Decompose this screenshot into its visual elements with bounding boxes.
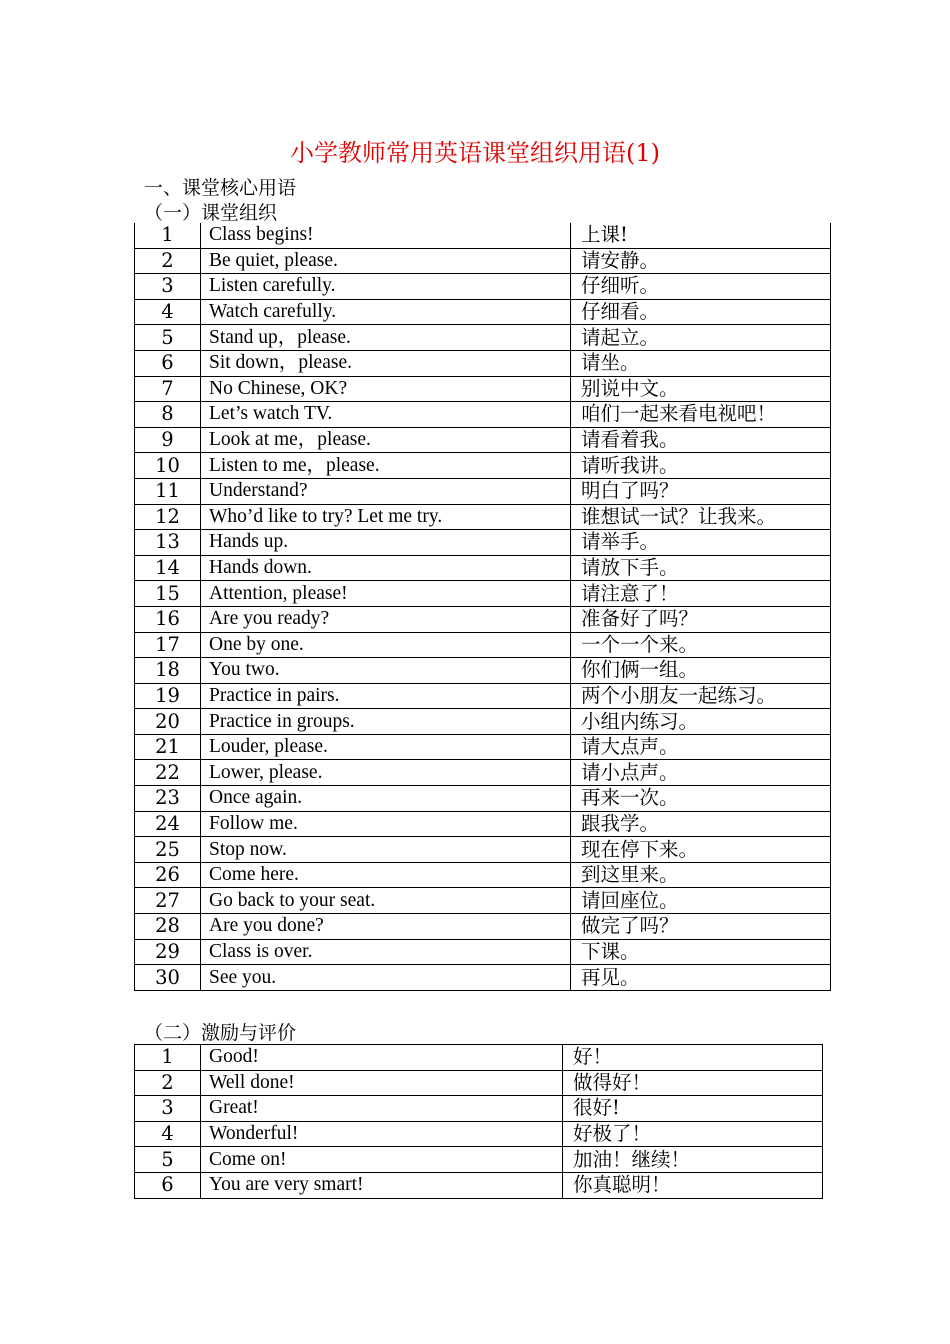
chinese-translation: 请安静。 — [571, 248, 831, 274]
row-number: 22 — [135, 760, 201, 786]
chinese-translation: 请小点声。 — [571, 760, 831, 786]
english-phrase: Who’d like to try? Let me try. — [201, 504, 571, 530]
table-row — [135, 402, 831, 428]
row-number: 19 — [135, 683, 201, 709]
english-phrase: Come here. — [201, 862, 571, 888]
row-number: 3 — [135, 274, 201, 300]
table-row — [135, 299, 831, 325]
table-row — [135, 939, 831, 965]
row-number: 17 — [135, 632, 201, 658]
table-row — [135, 376, 831, 402]
english-phrase: One by one. — [201, 632, 571, 658]
chinese-translation: 一个一个来。 — [571, 632, 831, 658]
table-row — [135, 632, 831, 658]
row-number: 5 — [135, 325, 201, 351]
table-row — [135, 734, 831, 760]
chinese-translation: 两个小朋友一起练习。 — [571, 683, 831, 709]
table-row — [135, 478, 831, 504]
row-number: 26 — [135, 862, 201, 888]
table-row — [135, 811, 831, 837]
chinese-translation: 请举手。 — [571, 530, 831, 556]
english-phrase: Understand? — [201, 478, 571, 504]
chinese-translation: 再来一次。 — [571, 786, 831, 812]
english-phrase: Class is over. — [201, 939, 571, 965]
row-number: 5 — [135, 1147, 201, 1173]
subsection-heading-praise: （二）激励与评价 — [144, 1022, 297, 1044]
row-number: 2 — [135, 248, 201, 274]
english-phrase: Look at me，please. — [201, 427, 571, 453]
chinese-translation: 请注意了！ — [571, 581, 831, 607]
english-phrase: Great! — [201, 1096, 563, 1122]
table-row — [135, 888, 831, 914]
row-number: 29 — [135, 939, 201, 965]
english-phrase: Stop now. — [201, 837, 571, 863]
chinese-translation: 明白了吗？ — [571, 478, 831, 504]
section-heading: 一、课堂核心用语 — [144, 177, 297, 199]
chinese-translation: 请看着我。 — [571, 427, 831, 453]
english-phrase: Listen to me，please. — [201, 453, 571, 479]
table-row — [135, 760, 831, 786]
row-number: 18 — [135, 658, 201, 684]
table-row — [135, 350, 831, 376]
row-number: 11 — [135, 478, 201, 504]
row-number: 13 — [135, 530, 201, 556]
table-row — [135, 1070, 823, 1096]
row-number: 4 — [135, 1121, 201, 1147]
chinese-translation: 请回座位。 — [571, 888, 831, 914]
table-row — [135, 606, 831, 632]
table-row — [135, 862, 831, 888]
english-phrase: Hands down. — [201, 555, 571, 581]
english-phrase: Once again. — [201, 786, 571, 812]
chinese-translation: 仔细听。 — [571, 274, 831, 300]
english-phrase: Follow me. — [201, 811, 571, 837]
table-row — [135, 914, 831, 940]
english-phrase: Class begins! — [201, 223, 571, 248]
english-phrase: You are very smart! — [201, 1172, 563, 1198]
chinese-translation: 加油！继续！ — [563, 1147, 823, 1173]
row-number: 24 — [135, 811, 201, 837]
table-row — [135, 1096, 823, 1122]
chinese-translation: 请坐。 — [571, 350, 831, 376]
english-phrase: Attention, please! — [201, 581, 571, 607]
english-phrase: Practice in groups. — [201, 709, 571, 735]
row-number: 20 — [135, 709, 201, 735]
english-phrase: No Chinese, OK? — [201, 376, 571, 402]
table-row — [135, 786, 831, 812]
table-row — [135, 223, 831, 248]
row-number: 3 — [135, 1096, 201, 1122]
english-phrase: Come on! — [201, 1147, 563, 1173]
english-phrase: You two. — [201, 658, 571, 684]
chinese-translation: 你们俩一组。 — [571, 658, 831, 684]
chinese-translation: 请放下手。 — [571, 555, 831, 581]
chinese-translation: 到这里来。 — [571, 862, 831, 888]
english-phrase: Hands up. — [201, 530, 571, 556]
chinese-translation: 上课! — [571, 223, 831, 248]
chinese-translation: 好！ — [563, 1045, 823, 1071]
english-phrase: Stand up，please. — [201, 325, 571, 351]
table-row — [135, 658, 831, 684]
chinese-translation: 仔细看。 — [571, 299, 831, 325]
chinese-translation: 做得好！ — [563, 1070, 823, 1096]
classroom-organization-table — [134, 223, 831, 991]
chinese-translation: 谁想试一试？让我来。 — [571, 504, 831, 530]
row-number: 4 — [135, 299, 201, 325]
table-row — [135, 1172, 823, 1198]
chinese-translation: 小组内练习。 — [571, 709, 831, 735]
english-phrase: Listen carefully. — [201, 274, 571, 300]
row-number: 16 — [135, 606, 201, 632]
chinese-translation: 很好! — [563, 1096, 823, 1122]
row-number: 28 — [135, 914, 201, 940]
chinese-translation: 你真聪明！ — [563, 1172, 823, 1198]
row-number: 8 — [135, 402, 201, 428]
chinese-translation: 现在停下来。 — [571, 837, 831, 863]
english-phrase: Louder, please. — [201, 734, 571, 760]
english-phrase: Wonderful! — [201, 1121, 563, 1147]
chinese-translation: 别说中文。 — [571, 376, 831, 402]
row-number: 15 — [135, 581, 201, 607]
row-number: 2 — [135, 1070, 201, 1096]
row-number: 7 — [135, 376, 201, 402]
chinese-translation: 下课。 — [571, 939, 831, 965]
table-row — [135, 1045, 823, 1071]
row-number: 1 — [135, 1045, 201, 1071]
row-number: 9 — [135, 427, 201, 453]
table-row — [135, 555, 831, 581]
english-phrase: Sit down，please. — [201, 350, 571, 376]
chinese-translation: 好极了！ — [563, 1121, 823, 1147]
subsection-heading-classroom-organization: （一）课堂组织 — [144, 202, 278, 224]
row-number: 14 — [135, 555, 201, 581]
english-phrase: See you. — [201, 965, 571, 991]
table-row — [135, 709, 831, 735]
chinese-translation: 请听我讲。 — [571, 453, 831, 479]
table-row — [135, 325, 831, 351]
row-number: 30 — [135, 965, 201, 991]
table-row — [135, 248, 831, 274]
english-phrase: Good! — [201, 1045, 563, 1071]
row-number: 12 — [135, 504, 201, 530]
english-phrase: Well done! — [201, 1070, 563, 1096]
english-phrase: Are you done? — [201, 914, 571, 940]
chinese-translation: 咱们一起来看电视吧！ — [571, 402, 831, 428]
chinese-translation: 准备好了吗？ — [571, 606, 831, 632]
table-row — [135, 1147, 823, 1173]
table-row — [135, 504, 831, 530]
chinese-translation: 再见。 — [571, 965, 831, 991]
table-row — [135, 427, 831, 453]
praise-evaluation-table — [134, 1044, 823, 1199]
row-number: 23 — [135, 786, 201, 812]
row-number: 6 — [135, 350, 201, 376]
chinese-translation: 请大点声。 — [571, 734, 831, 760]
row-number: 25 — [135, 837, 201, 863]
table-row — [135, 683, 831, 709]
english-phrase: Go back to your seat. — [201, 888, 571, 914]
chinese-translation: 请起立。 — [571, 325, 831, 351]
row-number: 6 — [135, 1172, 201, 1198]
english-phrase: Be quiet, please. — [201, 248, 571, 274]
table-row — [135, 965, 831, 991]
page-title: 小学教师常用英语课堂组织用语(1) — [290, 139, 660, 167]
english-phrase: Lower, please. — [201, 760, 571, 786]
row-number: 10 — [135, 453, 201, 479]
table-row — [135, 530, 831, 556]
english-phrase: Watch carefully. — [201, 299, 571, 325]
table-row — [135, 581, 831, 607]
table-row — [135, 837, 831, 863]
table-row — [135, 1121, 823, 1147]
english-phrase: Are you ready? — [201, 606, 571, 632]
chinese-translation: 跟我学。 — [571, 811, 831, 837]
row-number: 27 — [135, 888, 201, 914]
english-phrase: Practice in pairs. — [201, 683, 571, 709]
table-row — [135, 274, 831, 300]
row-number: 21 — [135, 734, 201, 760]
english-phrase: Let’s watch TV. — [201, 402, 571, 428]
table-row — [135, 453, 831, 479]
row-number: 1 — [135, 223, 201, 248]
chinese-translation: 做完了吗？ — [571, 914, 831, 940]
